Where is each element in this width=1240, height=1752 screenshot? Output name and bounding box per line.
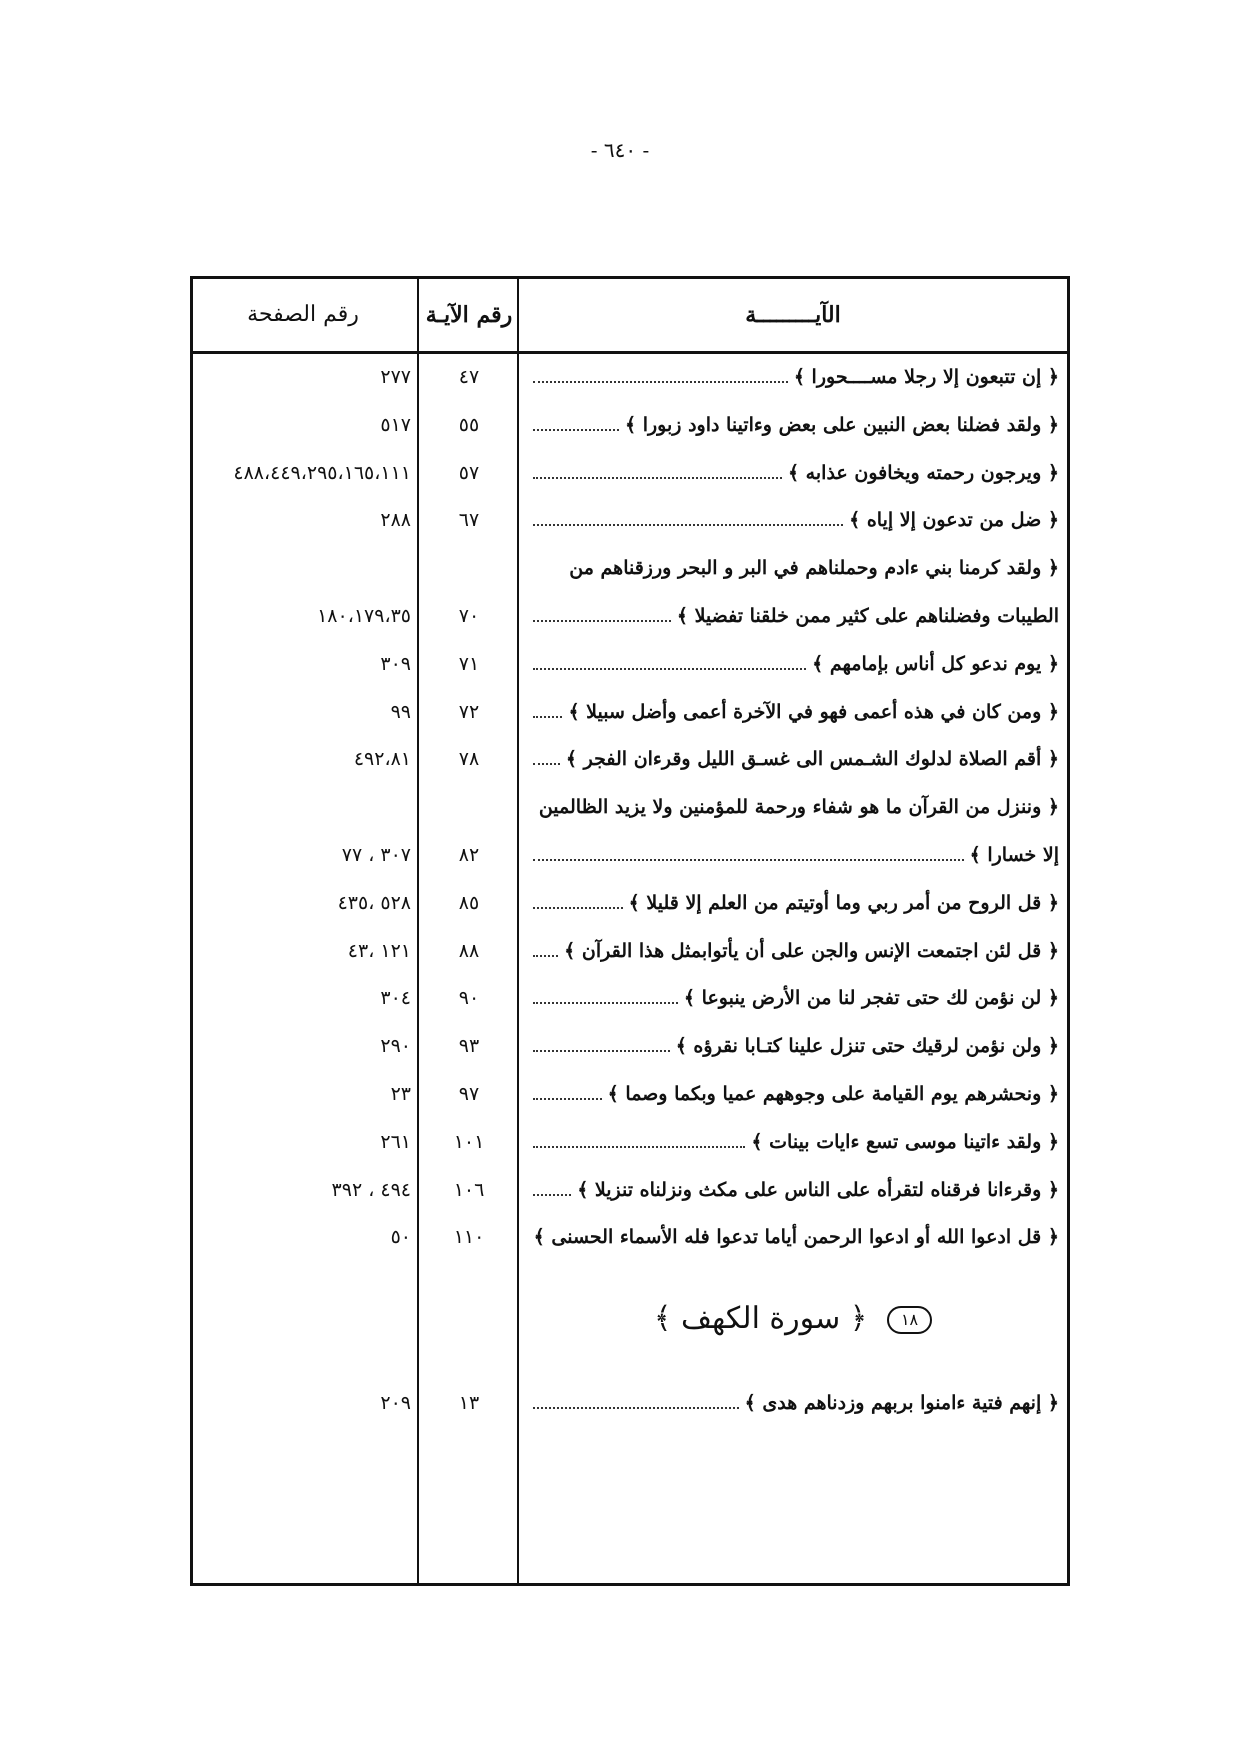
table-row — [193, 496, 1067, 544]
table-header — [193, 279, 1067, 354]
table-row — [193, 879, 1067, 927]
verse-cell — [527, 544, 1059, 592]
table-row — [193, 1070, 1067, 1118]
page-numbers-cell: ٢٧٧ — [380, 366, 411, 388]
verse-text: ﴿ ولقد ءاتينا موسى تسع ءايات بينات ﴾ — [751, 1130, 1059, 1153]
table-row — [193, 927, 1067, 975]
dot-leader — [533, 893, 623, 909]
page-numbers-cell: ٥٢٨ ،٤٣٥ — [337, 891, 411, 914]
page-numbers-cell: ١٨٠،١٧٩،٣٥ — [317, 605, 411, 627]
verse-text: ﴿ وننزل من القرآن ما هو شفاء ورحمة للمؤمنين ولا يزيد الظالمين — [538, 796, 1059, 819]
verse-text: ﴿ ونحشرهم يوم القيامة على وجوههم عميا وبكما وصما ﴾ — [607, 1083, 1059, 1105]
table-row — [193, 1379, 1067, 1427]
verse-text: الطيبات وفضلناهم على كثير ممن خلقنا تفضيلا ﴾ — [676, 605, 1059, 627]
verse-number-cell: ٨٢ — [458, 844, 480, 866]
verse-number-cell: ٥٥ — [458, 413, 480, 436]
table-row — [193, 640, 1067, 688]
dot-leader — [533, 988, 678, 1004]
verse-number-cell: ٤٧ — [458, 366, 480, 388]
verse-number-cell: ٧٢ — [458, 700, 480, 723]
verse-number-cell: ٩٧ — [458, 1083, 480, 1105]
page-numbers-cell: ٤٨٨،٤٤٩،٢٩٥،١٦٥،١١١ — [233, 461, 411, 484]
verse-number-cell: ٨٥ — [458, 891, 480, 914]
dot-leader — [533, 1393, 739, 1409]
dot-leader — [533, 702, 562, 718]
verse-cell — [527, 1166, 1059, 1214]
table-row — [193, 974, 1067, 1022]
verse-cell — [527, 1379, 1059, 1427]
verse-text: ﴿ أقم الصلاة لدلوك الشـمس الى غسـق الليل وقرءان الفجر ﴾ — [565, 748, 1059, 771]
verse-number-cell: ٩٠ — [458, 987, 480, 1010]
verse-number-cell — [419, 544, 519, 592]
verse-number-cell: ٨٨ — [458, 939, 480, 962]
verse-number-cell — [419, 783, 519, 831]
verse-cell — [527, 1022, 1059, 1070]
table-row — [193, 1213, 1067, 1261]
verse-cell — [527, 640, 1059, 688]
verse-cell — [527, 927, 1059, 975]
verse-text: ﴿ ولقد كرمنا بني ءادم وحملناهم في البر و البحر ورزقناهم من — [569, 557, 1059, 580]
verse-cell — [527, 592, 1059, 640]
page-numbers-cell: ٣٠٧ ، ٧٧ — [341, 844, 411, 866]
surah-title: ﴿ سورة الكهف ﴾ — [653, 1301, 868, 1336]
verse-number-cell: ٦٧ — [458, 509, 480, 532]
table-row — [193, 1022, 1067, 1070]
dot-leader — [533, 749, 560, 765]
table-row — [193, 783, 1067, 831]
dot-leader — [533, 1180, 571, 1196]
table-row — [193, 688, 1067, 736]
verse-cell — [527, 688, 1059, 736]
verse-text: ﴿ يوم ندعو كل أناس بإمامهم ﴾ — [812, 652, 1059, 675]
header-verse-number: رقم الآيـة — [425, 302, 513, 328]
verse-cell — [527, 974, 1059, 1022]
verse-text: ﴿ إنهم فتية ءامنوا بربهم وزدناهم هدى ﴾ — [744, 1392, 1059, 1414]
page-numbers-cell: ٢٦١ — [380, 1130, 411, 1153]
verse-number-cell: ٧١ — [458, 652, 480, 675]
page-numbers-cell: ٥٠ — [390, 1226, 411, 1249]
verse-text: ﴿ ويرجون رحمته ويخافون عذابه ﴾ — [787, 461, 1059, 484]
page-numbers-cell — [193, 783, 411, 831]
table-row — [193, 401, 1067, 449]
page-number: - ٦٤٠ - — [590, 138, 650, 162]
verse-text: ﴿ قل الروح من أمر ربي وما أوتيتم من العلم إلا قليلا ﴾ — [628, 891, 1059, 914]
page-numbers-cell: ٢٣ — [390, 1083, 411, 1105]
verse-number-cell: ١١٠ — [453, 1226, 485, 1249]
verse-text: ﴿ ضل من تدعون إلا إياه ﴾ — [849, 509, 1059, 532]
verse-number-cell: ١٠١ — [453, 1130, 485, 1153]
verse-cell — [527, 831, 1059, 879]
table-row — [193, 592, 1067, 640]
verse-number-cell: ٩٣ — [458, 1035, 480, 1058]
dot-leader — [533, 463, 782, 479]
verse-text: ﴿ قل ادعوا الله أو ادعوا الرحمن أياما تدعوا فله الأسماء الحسنى ﴾ — [533, 1226, 1059, 1249]
verse-text: ﴿ قل لئن اجتمعت الإنس والجن على أن يأتوابمثل هذا القرآن ﴾ — [564, 939, 1059, 962]
verse-cell — [527, 401, 1059, 449]
verse-cell — [527, 879, 1059, 927]
verse-text: ﴿ ولن نؤمن لرقيك حتى تنزل علينا كتـابا نقرؤه ﴾ — [675, 1035, 1059, 1058]
page-numbers-cell: ٣٠٩ — [380, 652, 411, 675]
verse-number-cell: ٥٧ — [458, 461, 480, 484]
page-numbers-cell — [193, 544, 411, 592]
dot-leader — [533, 510, 843, 526]
dot-leader — [533, 1132, 745, 1148]
verse-number-cell: ١٠٦ — [453, 1178, 485, 1201]
verse-number-cell: ٧٠ — [458, 605, 480, 627]
verse-text: ﴿ إن تتبعون إلا رجلا مســــحورا ﴾ — [793, 366, 1059, 388]
page-numbers-cell: ٢٨٨ — [380, 509, 411, 532]
surah-heading — [519, 1289, 1067, 1349]
dot-leader — [533, 1036, 670, 1052]
verse-cell — [527, 449, 1059, 497]
dot-leader — [533, 941, 558, 957]
page-numbers-cell: ٥١٧ — [380, 413, 411, 436]
page-numbers-cell: ٤٩٤ ، ٣٩٢ — [331, 1178, 411, 1201]
page-numbers-cell: ٢٠٩ — [380, 1392, 411, 1414]
verse-cell — [527, 783, 1059, 831]
page-numbers-cell: ١٢١ ،٤٣ — [347, 939, 411, 962]
page-numbers-cell: ٤٩٢،٨١ — [353, 748, 411, 771]
verse-cell — [527, 1070, 1059, 1118]
dot-leader — [533, 606, 671, 622]
dot-leader — [533, 1084, 602, 1100]
verse-text: ﴿ وقرءانا فرقناه لتقرأه على الناس على مكث ونزلناه تنزيلا ﴾ — [577, 1178, 1059, 1201]
dot-leader — [533, 415, 619, 431]
header-verse: الآيـــــــــة — [745, 302, 841, 328]
verse-cell — [527, 496, 1059, 544]
verse-cell — [527, 1118, 1059, 1166]
dot-leader — [533, 845, 964, 861]
verse-text: ﴿ ومن كان في هذه أعمى فهو في الآخرة أعمى وأضل سبيلا ﴾ — [568, 700, 1059, 723]
verse-cell — [527, 353, 1059, 401]
verse-number-cell: ٧٨ — [458, 748, 480, 771]
table-row — [193, 1166, 1067, 1214]
dot-leader — [533, 367, 788, 383]
verse-text: ﴿ ولقد فضلنا بعض النبين على بعض وءاتينا داود زبورا ﴾ — [624, 413, 1059, 436]
dot-leader — [533, 654, 806, 670]
table-row — [193, 353, 1067, 401]
page-numbers-cell: ٢٩٠ — [380, 1035, 411, 1058]
header-page-number: رقم الصفحة — [247, 302, 359, 327]
verse-cell — [527, 735, 1059, 783]
table-row — [193, 449, 1067, 497]
table-row — [193, 831, 1067, 879]
surah-number-badge: ١٨ — [887, 1306, 932, 1334]
verse-index-table — [190, 276, 1070, 1586]
verse-cell — [527, 1213, 1059, 1261]
table-row — [193, 544, 1067, 592]
table-row — [193, 1118, 1067, 1166]
page-numbers-cell: ٣٠٤ — [380, 987, 411, 1010]
page-numbers-cell: ٩٩ — [390, 700, 411, 723]
verse-number-cell: ١٣ — [458, 1392, 480, 1414]
verse-text: إلا خسارا ﴾ — [969, 844, 1059, 866]
table-row — [193, 735, 1067, 783]
verse-text: ﴿ لن نؤمن لك حتى تفجر لنا من الأرض ينبوعا ﴾ — [683, 987, 1059, 1010]
